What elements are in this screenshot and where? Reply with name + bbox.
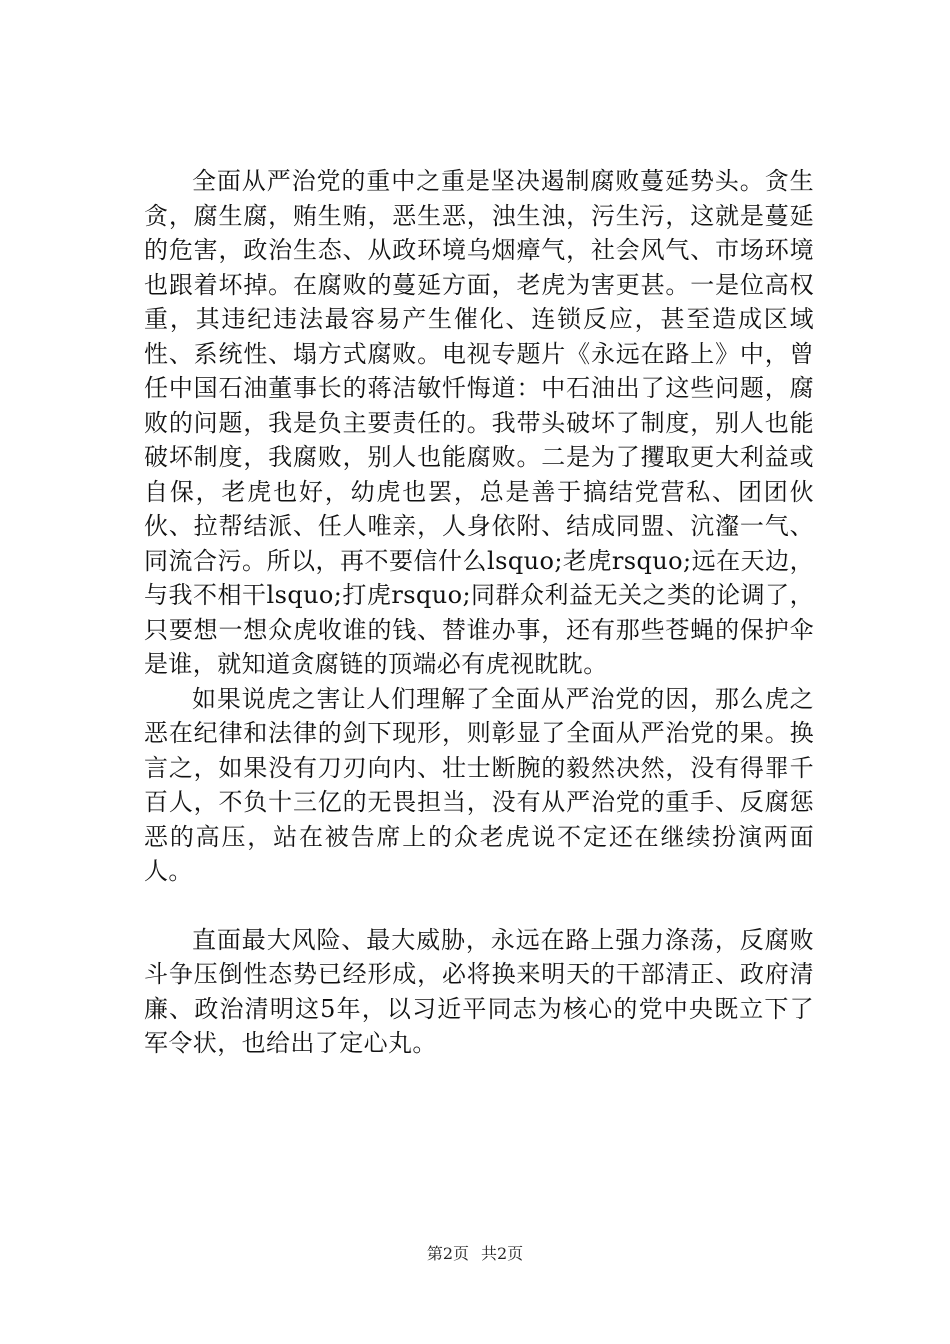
page-number-current: 第2页 [426,1244,469,1263]
paragraph-3: 直面最大风险、最大威胁，永远在路上强力涤荡，反腐败斗争压倒性态势已经形成，必将换来明天的干部清正、政府清廉、政治清明这5年，以习近平同志为核心的党中央既立下了军令状，也给出了定心丸。 [144,925,814,1057]
paragraph-2: 如果说虎之害让人们理解了全面从严治党的因，那么虎之恶在纪律和法律的剑下现形，则彰显了全面从严治党的果。换言之，如果没有刀刃向内、壮士断腕的毅然决然，没有得罪千百人，不负十三亿的无畏担当，没有从严治党的重手、反腐惩恶的高压，站在被告席上的众老虎说不定还在继续扮演两面人。 [144,684,814,885]
document-body [144,164,814,1061]
page-number-total: 共2页 [481,1244,524,1263]
paragraph-spacer [144,889,814,923]
page-footer [0,1244,950,1264]
paragraph-1: 全面从严治党的重中之重是坚决遏制腐败蔓延势头。贪生贪，腐生腐，贿生贿，恶生恶，浊生浊，污生污，这就是蔓延的危害，政治生态、从政环境乌烟瘴气，社会风气、市场环境也跟着坏掉。在腐败的蔓延方面，老虎为害更甚。一是位高权重，其违纪违法最容易产生催化、连锁反应，甚至造成区域性、系统性、塌方式腐败。电视专题片《永远在路上》中，曾任中国石油董事长的蒋洁敏忏悔道：中石油出了这些问题，腐败的问题，我是负主要责任的。我带头破坏了制度，别人也能破坏制度，我腐败，别人也能腐败。二是为了攫取更大利益或自保，老虎也好，幼虎也罢，总是善于搞结党营私、团团伙伙、拉帮结派、任人唯亲，人身依附、结成同盟、沆瀣一气、同流合污。所以，再不要信什么lsquo;老虎rsquo;远在天边，与我不相干lsquo;打虎rsquo;同群众利益无关之类的论调了，只要想一想众虎收谁的钱、替谁办事，还有那些苍蝇的保护伞是谁，就知道贪腐链的顶端必有虎视眈眈。 [144,167,814,678]
